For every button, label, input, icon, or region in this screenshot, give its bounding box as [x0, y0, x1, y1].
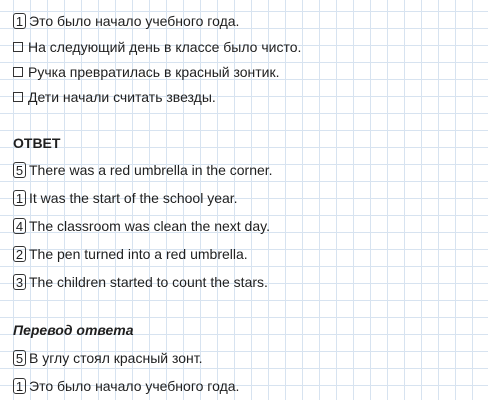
- answer-row-1: [13, 161, 273, 179]
- answer-heading: ОТВЕТ: [13, 135, 61, 151]
- checkbox-row-3: [13, 88, 216, 106]
- answer-row-4: [13, 245, 248, 263]
- answer-row-5: [13, 273, 268, 291]
- number-badge: 4: [13, 218, 26, 234]
- checkbox-row-2: [13, 63, 280, 81]
- number-badge: 1: [13, 190, 26, 206]
- number-badge: 1: [13, 13, 26, 29]
- translation-heading: Перевод ответа: [13, 322, 134, 338]
- answer-row-text: It was the start of the school year.: [29, 190, 238, 206]
- checkbox-square-icon: [13, 92, 23, 102]
- translation-row-text: Это было начало учебного года.: [29, 378, 240, 394]
- row-text: Это было начало учебного года.: [29, 13, 240, 29]
- checkbox-square-icon: [13, 42, 23, 52]
- answer-row-text: The classroom was clean the next day.: [29, 218, 270, 234]
- checkbox-row-1: [13, 38, 301, 56]
- answer-row-text: The children started to count the stars.: [29, 274, 268, 290]
- checkbox-square-icon: [13, 67, 23, 77]
- translation-row-2: [13, 377, 239, 395]
- top-answer-row: [13, 12, 239, 30]
- checkbox-row-text: Дети начали считать звезды.: [28, 89, 216, 105]
- answer-row-text: There was a red umbrella in the corner.: [29, 162, 273, 178]
- translation-row-text: В углу стоял красный зонт.: [29, 350, 203, 366]
- checkbox-row-text: На следующий день в классе было чисто.: [28, 39, 302, 55]
- number-badge: 3: [13, 274, 26, 290]
- number-badge: 5: [13, 162, 26, 178]
- answer-row-2: [13, 189, 238, 207]
- number-badge: 5: [13, 350, 26, 366]
- cut-off-line: [0, 0, 488, 4]
- number-badge: 1: [13, 378, 26, 394]
- answer-row-3: [13, 217, 270, 235]
- answer-row-text: The pen turned into a red umbrella.: [29, 246, 248, 262]
- translation-row-1: [13, 349, 203, 367]
- checkbox-row-text: Ручка превратилась в красный зонтик.: [28, 64, 280, 80]
- number-badge: 2: [13, 246, 26, 262]
